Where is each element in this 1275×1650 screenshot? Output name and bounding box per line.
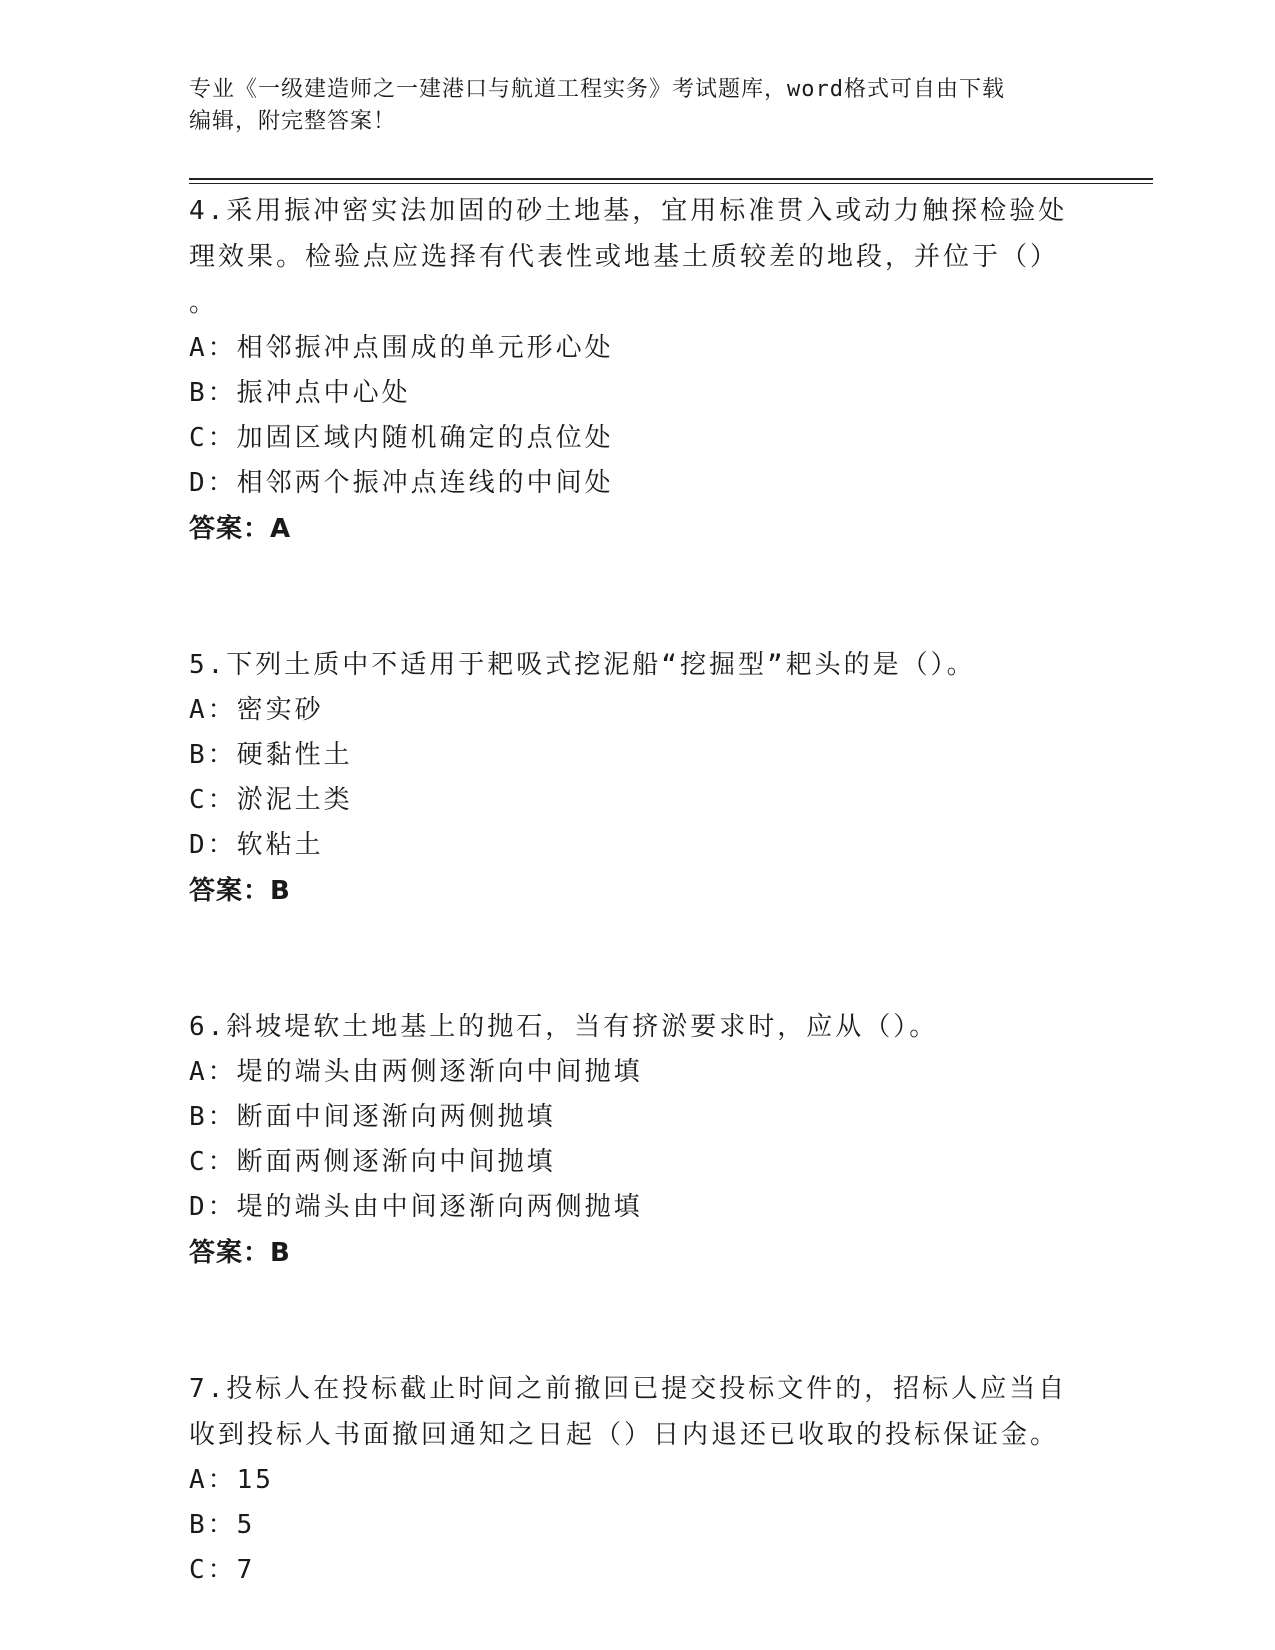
option-d: D：相邻两个振冲点连线的中间处 bbox=[189, 468, 614, 498]
option-a: A：15 bbox=[189, 1465, 274, 1495]
question-text: 。 bbox=[189, 288, 219, 318]
header-divider-thick bbox=[189, 178, 1153, 180]
option-c: C：加固区域内随机确定的点位处 bbox=[189, 423, 614, 453]
header-line-1: 专业《一级建造师之一建港口与航道工程实务》考试题库，word格式可自由下载 bbox=[189, 77, 1005, 102]
question-6 bbox=[189, 1004, 1089, 1276]
option-a: A：密实砂 bbox=[189, 695, 324, 725]
option-b: B：硬黏性土 bbox=[189, 740, 353, 770]
option-a: A：相邻振冲点围成的单元形心处 bbox=[189, 333, 614, 363]
option-c: C：淤泥土类 bbox=[189, 785, 353, 815]
option-d: D：软粘土 bbox=[189, 830, 324, 860]
spacer bbox=[189, 552, 1089, 642]
document-header bbox=[189, 74, 1089, 138]
spacer bbox=[189, 914, 1089, 1004]
question-list bbox=[189, 188, 1089, 1593]
header-divider-thin bbox=[189, 183, 1153, 184]
question-7 bbox=[189, 1366, 1089, 1593]
answer: 答案：B bbox=[189, 876, 291, 906]
option-a: A：堤的端头由两侧逐渐向中间抛填 bbox=[189, 1057, 643, 1087]
question-text: 收到投标人书面撤回通知之日起（）日内退还已收取的投标保证金。 bbox=[189, 1420, 1060, 1450]
option-b: B：振冲点中心处 bbox=[189, 378, 411, 408]
question-text: 7.投标人在投标截止时间之前撤回已提交投标文件的，招标人应当自 bbox=[189, 1374, 1068, 1404]
answer: 答案：A bbox=[189, 514, 292, 544]
option-b: B：断面中间逐渐向两侧抛填 bbox=[189, 1102, 556, 1132]
question-text: 5.下列土质中不适用于耙吸式挖泥船“挖掘型”耙头的是（）。 bbox=[189, 650, 976, 680]
question-text: 理效果。检验点应选择有代表性或地基土质较差的地段，并位于（） bbox=[189, 242, 1060, 272]
question-text: 4.采用振冲密实法加固的砂土地基，宜用标准贯入或动力触探检验处 bbox=[189, 196, 1068, 226]
option-c: C：7 bbox=[189, 1555, 256, 1585]
answer: 答案：B bbox=[189, 1238, 291, 1268]
question-text: 6.斜坡堤软土地基上的抛石，当有挤淤要求时，应从（）。 bbox=[189, 1012, 939, 1042]
option-d: D：堤的端头由中间逐渐向两侧抛填 bbox=[189, 1192, 643, 1222]
option-b: B：5 bbox=[189, 1510, 256, 1540]
option-c: C：断面两侧逐渐向中间抛填 bbox=[189, 1147, 556, 1177]
question-5 bbox=[189, 642, 1089, 914]
header-line-2: 编辑，附完整答案！ bbox=[189, 109, 397, 134]
spacer bbox=[189, 1276, 1089, 1366]
question-4 bbox=[189, 188, 1089, 552]
